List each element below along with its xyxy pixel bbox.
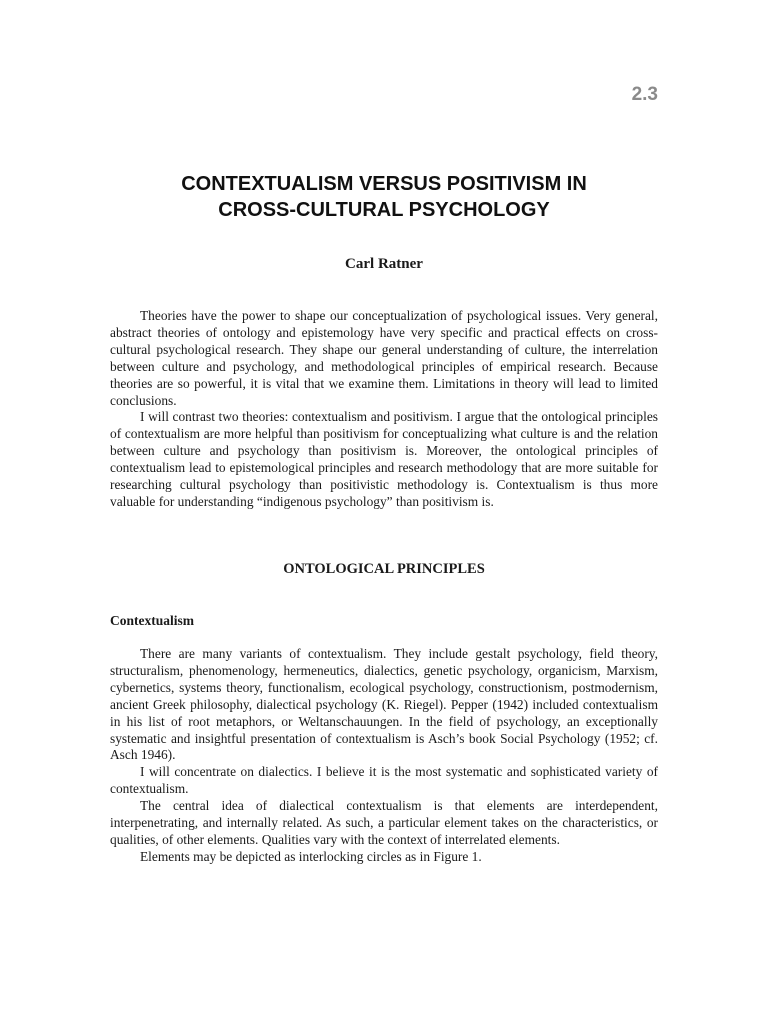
contextualism-paragraph-1: There are many variants of contextualism. They include gestalt psychology, field theory, structuralism, phenomenology, hermeneutics, dialectics, genetic psychology, organicism, Marxism, cybernetics, systems theory, functionalism, ecological psychology, constructionism, postmodernism, ancient Greek philosophy, dialectical psychology (K. Riegel). Pepper (1942) included contextualism in his list of root metaphors, or Weltanschauungen. In the field of psychology, an exceptionally systematic and insightful presentation of contextualism is Asch’s book Social Psychology (1952; cf. Asch 1946).	[110, 646, 658, 763]
contextualism-paragraph-2: I will concentrate on dialectics. I believe it is the most systematic and sophisticated variety of contextualism.	[110, 764, 658, 797]
contextualism-paragraph-3: The central idea of dialectical contextualism is that elements are interdependent, interpenetrating, and internally related. As such, a particular element takes on the characteristics, or qualities, of other elements. Qualities vary with the context of interrelated elements.	[110, 798, 658, 847]
section-heading: ONTOLOGICAL PRINCIPLES	[283, 561, 485, 577]
chapter-title-line-1: CONTEXTUALISM VERSUS POSITIVISM IN	[181, 173, 587, 195]
intro-text	[110, 308, 658, 511]
chapter-title	[100, 171, 668, 223]
section-number: 2.3	[631, 84, 658, 105]
subheading: Contextualism	[110, 613, 194, 628]
contextualism-text	[110, 646, 658, 866]
author-name: Carl Ratner	[345, 256, 423, 272]
intro-paragraph-1: Theories have the power to shape our conceptualization of psychological issues. Very general, abstract theories of ontology and epistemology have very specific and practical effects on cross-cultural psychological research. They shape our general understanding of culture, the interrelation between culture and psychology, and methodological principles of empirical research. Because theories are so powerful, it is vital that we examine them. Limitations in theory will lead to limited conclusions.	[110, 308, 658, 408]
intro-paragraph-2: I will contrast two theories: contextualism and positivism. I argue that the ontological principles of contextualism are more helpful than positivism for conceptualizing what culture is and the relation between culture and psychology than positivism is. Moreover, the ontological principles of contextualism lead to epistemological principles and research methodology that are more suitable for researching cultural psychology than positivistic methodology is. Contextualism is thus more valuable for understanding “indigenous psychology” than positivism is.	[110, 409, 658, 509]
chapter-title-line-2: CROSS-CULTURAL PSYCHOLOGY	[218, 199, 550, 221]
contextualism-paragraph-4: Elements may be depicted as interlocking circles as in Figure 1.	[140, 848, 482, 864]
